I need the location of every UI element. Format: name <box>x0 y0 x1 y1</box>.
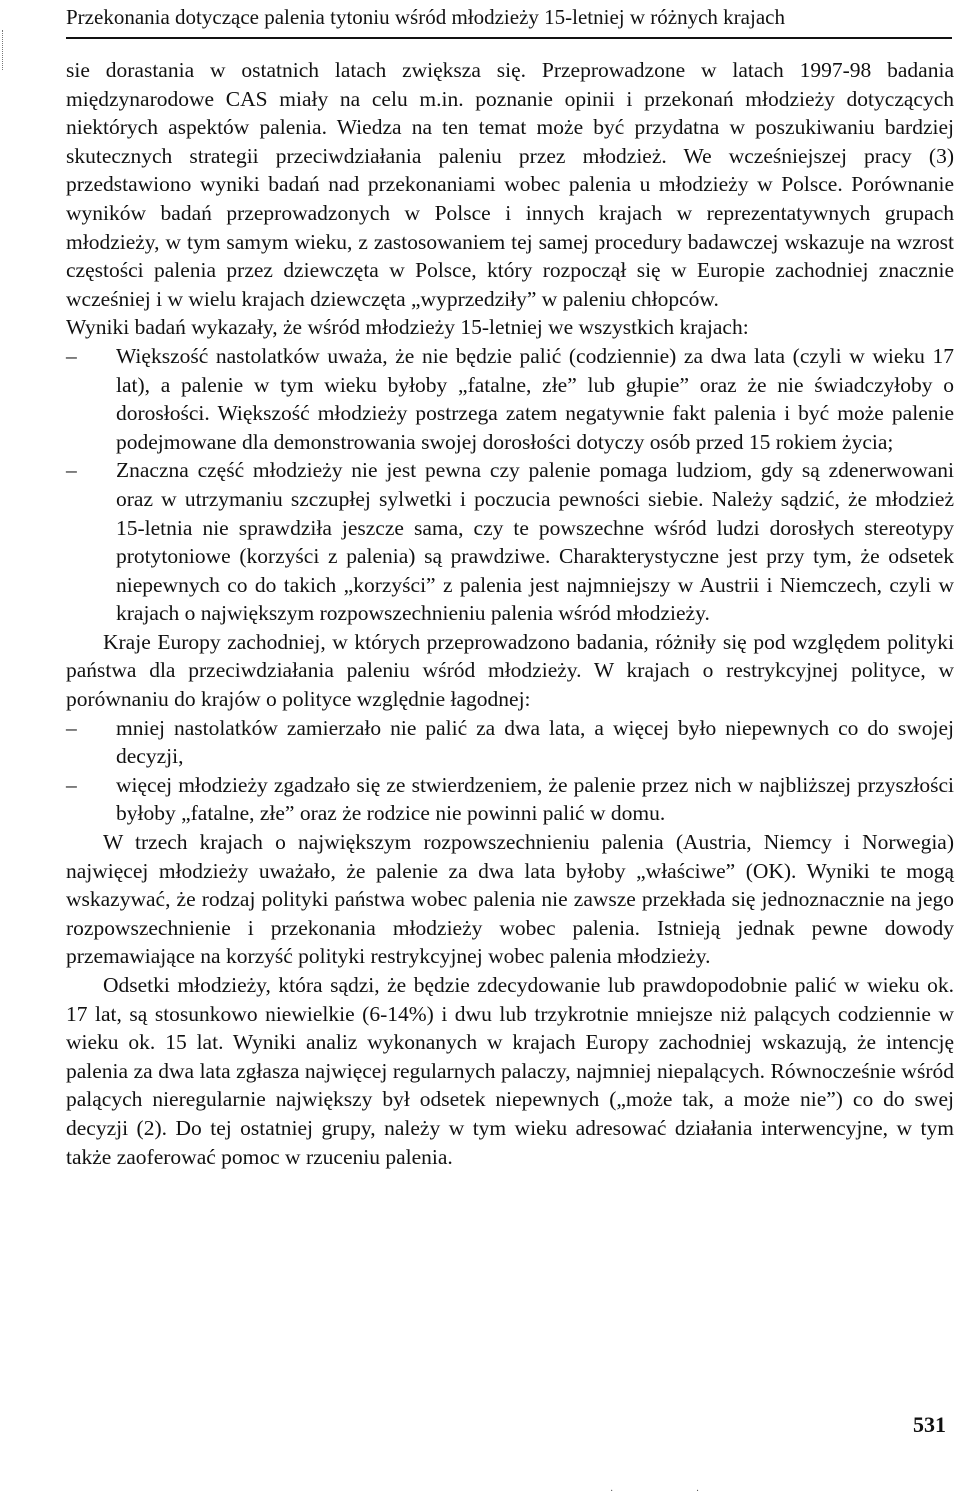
paragraph-5: Odsetki młodzieży, która sądzi, że będzie zdecydowanie lub prawdopodobnie palić w wieku ok. 17 lat, są stosunkowo niewielkie (6-14%) i dwu lub trzykrotnie mniejsze niż palących codziennie w wieku ok. 15 lat. Wyniki analiz wykonanych w krajach Europy zachodniej wskazują, że intencję palenia za dwa lata zgłasza najwięcej regularnych palaczy, najmniej niepalących. Równocześnie wśród palących nieregularnie największy był odsetek niepewnych („może tak, a może nie”) co do swej decyzji (2). Do tej ostatniej grupy, należy w tym wieku adresować działania interwencyjne, w tym także zaoferować pomoc w rzuceniu palenia. <box>66 973 954 1169</box>
dash-marker: – <box>66 458 77 483</box>
footer-scan-dots: · · <box>610 1486 740 1497</box>
list-item-text: mniej nastolatków zamierzało nie palić za dwa lata, a więcej było niepewnych co do swojej decyzji, <box>116 715 954 769</box>
list-item <box>66 714 954 771</box>
list-item-text: Większość nastolatków uważa, że nie będzie palić (codziennie) za dwa lata (czyli w wieku 17 lat), a palenie w tym wieku byłoby „fatalne, złe” lub głupie” oraz że nie świadczyłoby o dorosłości. Większość młodzieży postrzega zatem negatywnie fakt palenia i być może palenie podejmowane dla demonstrowania swojej dorosłości dotyczy osób przed 15 rokiem życia; <box>116 343 954 454</box>
dash-marker: – <box>66 715 77 740</box>
running-head: Przekonania dotyczące palenia tytoniu wśród młodzieży 15-letniej w różnych krajach <box>66 4 952 39</box>
page-number: 531 <box>913 1412 946 1437</box>
paragraph-2: Wyniki badań wykazały, że wśród młodzieży 15-letniej we wszystkich krajach: <box>66 315 749 340</box>
paragraph-1: sie dorastania w ostatnich latach zwiększa się. Przeprowadzone w latach 1997-98 badania międzynarodowe CAS miały na celu m.in. poznanie opinii i przekonań młodzieży dotyczących niektórych aspektów palenia. Wiedza na ten temat może być przydatna w poszukiwaniu bardziej skutecznych strategii przeciwdziałania paleniu przez młodzież. We wcześniejszej pracy (3) przedstawiono wyniki badań nad przekonaniami wobec palenia u młodzieży w Polsce. Porównanie wyników badań przeprowadzonych w Polsce i innych krajach w reprezentatywnych grupach młodzieży, w tym samym wieku, z zastosowaniem tej samej procedury badawczej wskazuje na wzrost częstości palenia przez dziewczęta w Polsce, który rozpoczął się w Europie zachodniej znacznie wcześniej i w wielu krajach dziewczęta „wyprzedziły” w paleniu chłopców. <box>66 58 954 311</box>
list-item <box>66 771 954 828</box>
list-item-text: więcej młodzieży zgadzało się ze stwierdzeniem, że palenie przez nich w najbliższej przyszłości byłoby „fatalne, złe” oraz że rodzice nie powinni palić w domu. <box>116 772 954 826</box>
list-item <box>66 456 954 628</box>
paragraph-4: W trzech krajach o największym rozpowszechnieniu palenia (Austria, Niemcy i Norwegia) najwięcej młodzieży uważało, że palenie za dwa lata byłoby „właściwe” (OK). Wyniki te mogą wskazywać, że rodzaj polityki państwa wobec palenia nie zawsze przekłada się jednoznacznie na jego rozpowszechnienie i przekonania młodzieży wobec palenia. Istnieją jednak pewne dowody przemawiające na korzyść polityki restrykcyjnej wobec palenia młodzieży. <box>66 830 954 969</box>
paragraph-3: Kraje Europy zachodniej, w których przeprowadzono badania, różniły się pod względem polityki państwa dla przeciwdziałania paleniu wśród młodzieży. W krajach o restrykcyjnej polityce, w porównaniu do krajów o polityce względnie łagodnej: <box>66 629 954 712</box>
list-item-text: Znaczna część młodzieży nie jest pewna czy palenie pomaga ludziom, gdy są zdenerwowani oraz w utrzymaniu szczupłej sylwetki i poczucia pewności siebie. Należy sądzić, że młodzież 15-letnia nie sprawdziła jeszcze sama, czy te powszechne wśród ludzi dorosłych stereotypy protytoniowe (korzyści z palenia) są prawdziwe. Charakterystyczne jest przy tym, że odsetek niepewnych co do takich „korzyści” z palenia jest najmniejszy w Austrii i Niemczech, czyli w krajach o największym rozpowszechnieniu palenia wśród młodzieży. <box>116 458 954 626</box>
list-item <box>66 342 954 456</box>
dash-marker: – <box>66 772 77 797</box>
margin-scan-mark <box>2 30 4 70</box>
body-text <box>66 56 954 1171</box>
dash-marker: – <box>66 343 77 368</box>
